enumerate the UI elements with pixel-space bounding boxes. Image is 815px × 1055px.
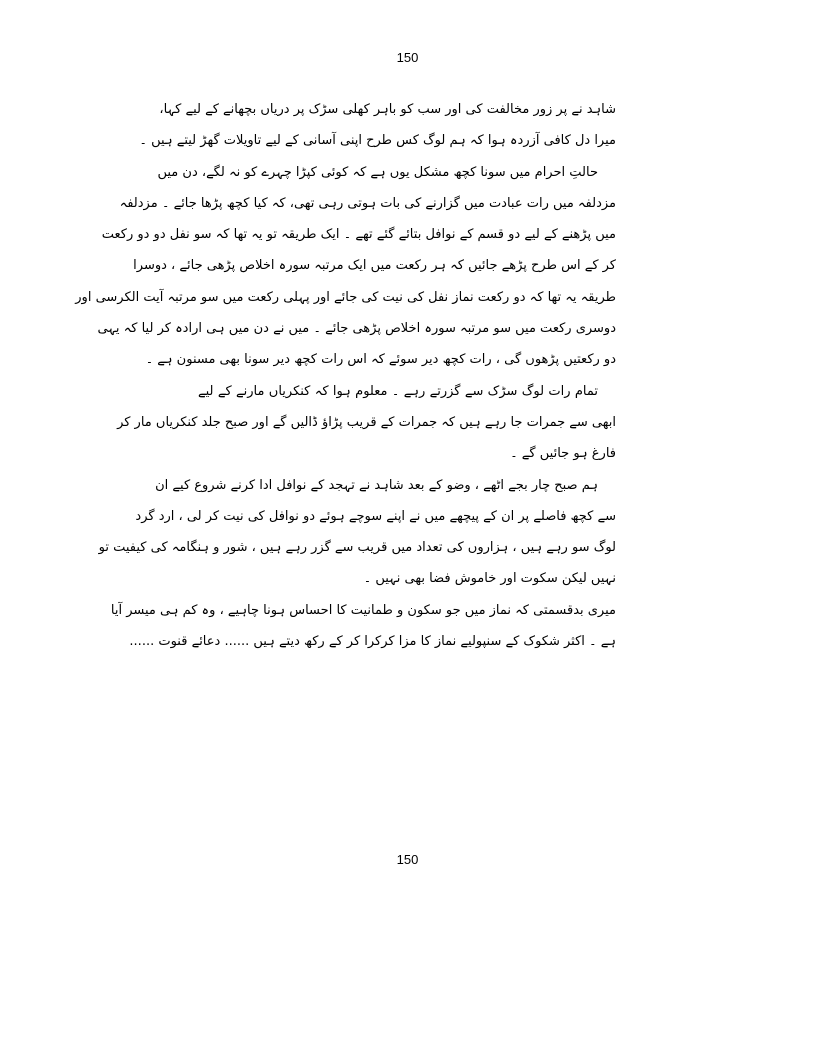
text-line: ابھی سے جمرات جا رہے ہیں کہ جمرات کے قریب پڑاؤ ڈالیں گے اور صبح جلد کنکریاں مار کر <box>117 414 616 430</box>
text-line: مزدلفہ میں رات عبادت میں گزارنے کی بات ہوتی رہی تھی، کہ کیا کچھ پڑھا جائے ۔ مزدلفہ <box>119 195 616 211</box>
paragraph <box>117 376 616 470</box>
text-line: حالتِ احرام میں سونا کچھ مشکل یوں ہے کہ کوئی کپڑا چہرے کو نہ لگے، دن میں <box>157 164 598 180</box>
text-line: شاہد نے پر زور مخالفت کی اور سب کو باہر کھلی سڑک پر دریاں بچھانے کے لیے کہا، <box>159 102 616 117</box>
text-line: میرا دل کافی آزردہ ہوا کہ ہم لوگ کس طرح اپنی آسانی کے لیے تاویلات گھڑ لیتے ہیں ۔ <box>139 133 616 149</box>
text-line: تمام رات لوگ سڑک سے گزرتے رہے ۔ معلوم ہوا کہ کنکریاں مارنے کے لیے <box>198 383 598 399</box>
text-line: طریقہ یہ تھا کہ دو رکعت نماز نفل کی نیت کی جائے اور پہلی رکعت میں سو مرتبہ آیت الکرسی اور <box>75 289 616 305</box>
text-line: سے کچھ فاصلے پر ان کے پیچھے میں نے اپنے سوچے ہوئے دو نوافل کی نیت کر لی ، ارد گرد <box>135 508 616 524</box>
text-line: دوسری رکعت میں سو مرتبہ سورہ اخلاص پڑھی جائے ۔ میں نے دن میں ہی ارادہ کر لیا کہ یہی <box>97 321 616 337</box>
paragraph <box>110 595 616 658</box>
text-line: ہے ۔ اکثر شکوک کے سنپولیے نماز کا مزا کرکرا کر کے رکھ دیتے ہیں ...... دعائے قنوت ...... <box>129 634 616 650</box>
text-line: میری بدقسمتی کہ نماز میں جو سکون و طمانیت کا احساس ہونا چاہیے ، وہ کم ہی میسر آیا <box>110 602 616 618</box>
paragraph <box>139 94 616 157</box>
text-line: فارغ ہو جائیں گے ۔ <box>510 446 616 462</box>
text-line: دو رکعتیں پڑھوں گی ، رات کچھ دیر سوئے کہ اس رات کچھ دیر سونا بھی مسنون ہے ۔ <box>145 352 616 368</box>
document-body <box>75 94 616 657</box>
text-line: نہیں لیکن سکوت اور خاموش فضا بھی نہیں ۔ <box>363 571 616 587</box>
page-number-top: 150 <box>396 50 419 65</box>
page-number-bottom: 150 <box>396 852 419 867</box>
paragraph <box>98 470 616 595</box>
text-line: کر کے اس طرح پڑھے جائیں کہ ہر رکعت میں ایک مرتبہ سورہ اخلاص پڑھی جائے ، دوسرا <box>133 258 616 274</box>
text-line: ہم صبح چار بجے اٹھے ، وضو کے بعد شاہد نے تہجد کے نوافل ادا کرنے شروع کیے ان <box>155 477 598 493</box>
text-line: لوگ سو رہے ہیں ، ہزاروں کی تعداد میں قریب سے گزر رہے ہیں ، شور و ہنگامہ کی کیفیت تو <box>98 540 616 556</box>
text-line: میں پڑھنے کے لیے دو قسم کے نوافل بتائے گئے تھے ۔ ایک طریقہ تو یہ تھا کہ سو نفل دو دو رکعت <box>101 227 616 243</box>
paragraph <box>75 157 616 376</box>
